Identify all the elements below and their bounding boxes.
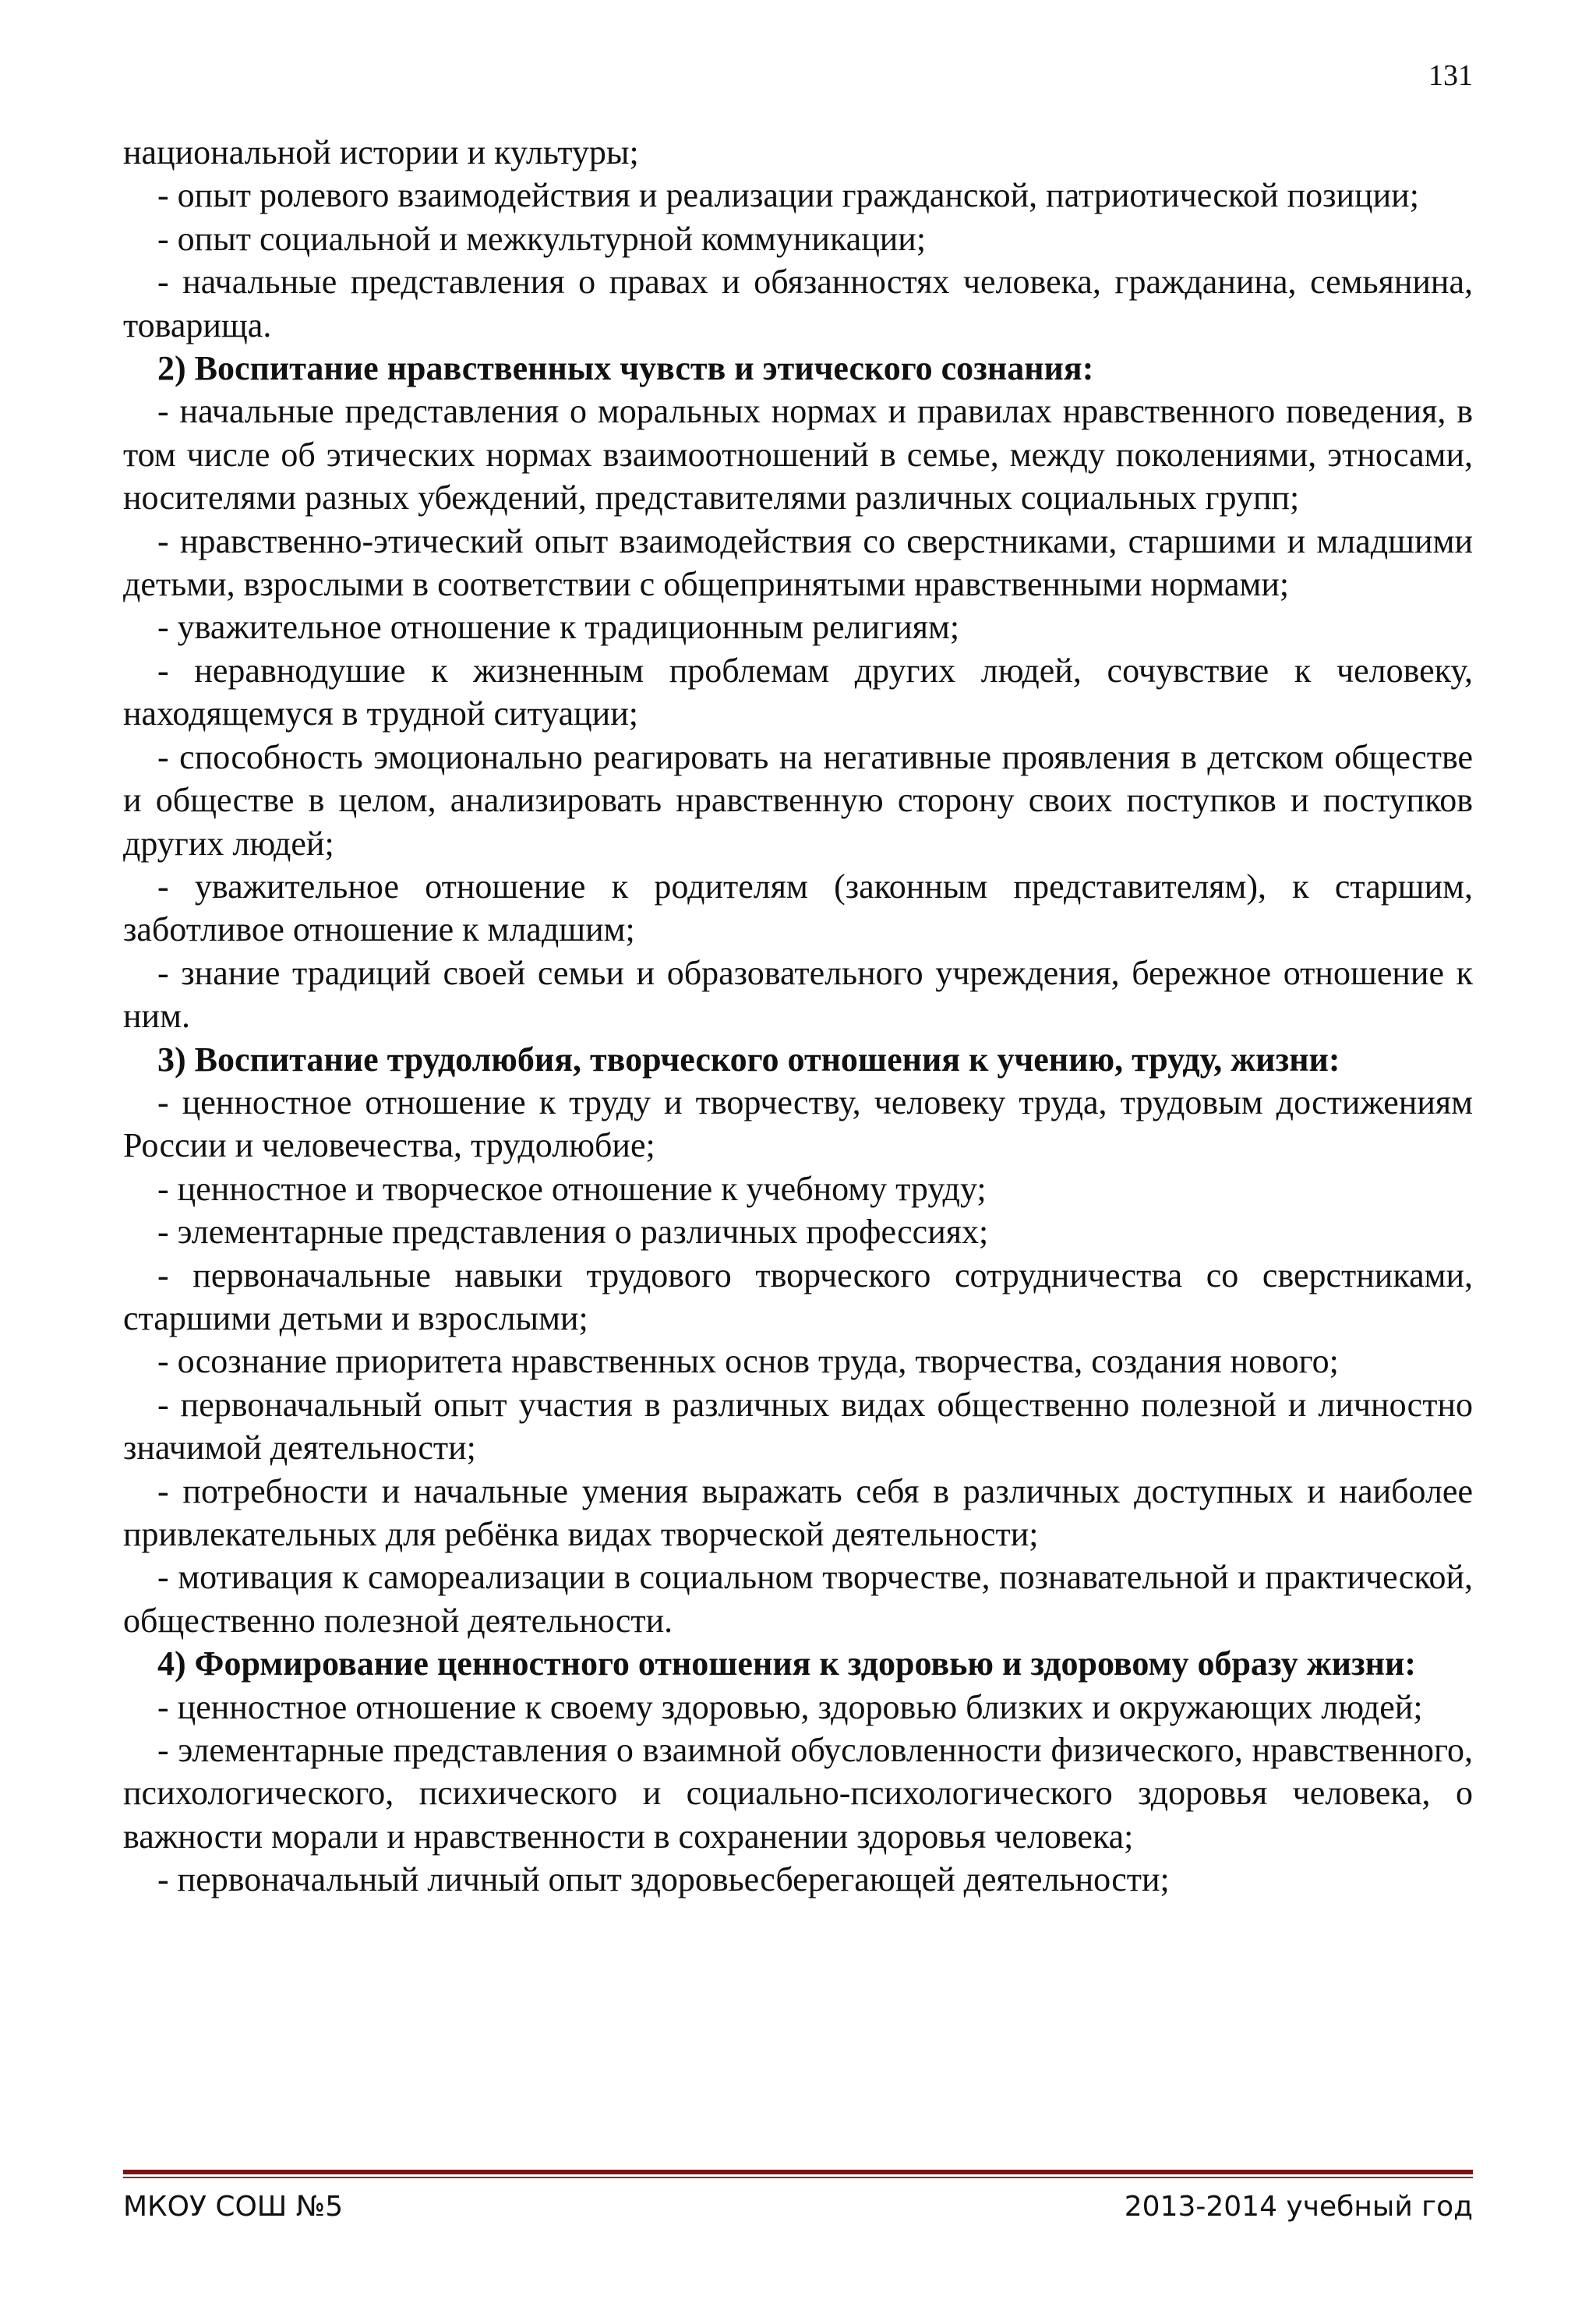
- list-item: - мотивация к самореализации в социальном творчестве, познавательной и практической, общественно полезной деятельности.: [123, 1558, 1473, 1640]
- list-item: - первоначальный опыт участия в различных видах общественно полезной и личностно значимой деятельности;: [123, 1385, 1473, 1468]
- section-heading: 4) Формирование ценностного отношения к здоровью и здоровому образу жизни:: [157, 1644, 1416, 1683]
- document-body: [123, 131, 1473, 1902]
- list-item: - нравственно-этический опыт взаимодействия со сверстниками, старшими и младшими детьми, взрослыми в соответствии с общепринятыми нравственными нормами;: [123, 521, 1473, 604]
- footer-school: МКОУ СОШ №5: [123, 2191, 344, 2223]
- list-item: - элементарные представления о различных профессиях;: [157, 1213, 989, 1252]
- footer-divider: [123, 2170, 1473, 2174]
- list-item: - опыт ролевого взаимодействия и реализации гражданской, патриотической позиции;: [157, 176, 1419, 215]
- footer-year: 2013-2014 учебный год: [1124, 2191, 1473, 2223]
- list-item: - начальные представления о правах и обязанностях человека, гражданина, семьянина, товарища.: [123, 263, 1473, 344]
- list-item: - начальные представления о моральных нормах и правилах нравственного поведения, в том числе об этических нормах взаимоотношений в семье, между поколениями, этносами, носителями разных убеждений, представителями различных социальных групп;: [123, 392, 1473, 517]
- list-item: - знание традиций своей семьи и образовательного учреждения, бережное отношение к ним.: [123, 953, 1473, 1036]
- section-heading: 3) Воспитание трудолюбия, творческого отношения к учению, труду, жизни:: [157, 1040, 1340, 1079]
- list-item: - первоначальный личный опыт здоровьесберегающей деятельности;: [157, 1860, 1170, 1899]
- list-item: - способность эмоционально реагировать на негативные проявления в детском обществе и обществе в целом, анализировать нравственную сторону своих поступков и поступков других людей;: [123, 737, 1473, 863]
- footer-divider-thin: [123, 2177, 1473, 2178]
- list-item: - осознание приоритета нравственных основ труда, творчества, создания нового;: [157, 1342, 1339, 1381]
- list-item: - ценностное отношение к труду и творчеству, человеку труда, трудовым достижениям России и человечества, трудолюбие;: [123, 1083, 1473, 1165]
- paragraph: национальной истории и культуры;: [123, 133, 639, 171]
- section-heading: 2) Воспитание нравственных чувств и этического сознания:: [157, 349, 1094, 388]
- list-item: - уважительное отношение к традиционным религиям;: [157, 608, 960, 647]
- page-number: 131: [1428, 59, 1473, 92]
- list-item: - первоначальные навыки трудового творческого сотрудничества со сверстниками, старшими детьми и взрослыми;: [123, 1256, 1473, 1337]
- list-item: - уважительное отношение к родителям (законным представителям), к старшим, заботливое отношение к младшим;: [123, 867, 1473, 949]
- list-item: - ценностное отношение к своему здоровью, здоровью близких и окружающих людей;: [157, 1687, 1423, 1726]
- list-item: - неравнодушие к жизненным проблемам других людей, сочувствие к человеку, находящемуся в трудной ситуации;: [123, 651, 1473, 733]
- list-item: - потребности и начальные умения выражать себя в различных доступных и наиболее привлекательных для ребёнка видах творческой деятельности;: [123, 1471, 1473, 1553]
- list-item: - опыт социальной и межкультурной коммуникации;: [157, 219, 927, 258]
- list-item: - элементарные представления о взаимной обусловленности физического, нравственного, психологического, психического и социально-психологического здоровья человека, о важности морали и нравственности в сохранении здоровья человека;: [123, 1731, 1473, 1856]
- list-item: - ценностное и творческое отношение к учебному труду;: [157, 1169, 987, 1208]
